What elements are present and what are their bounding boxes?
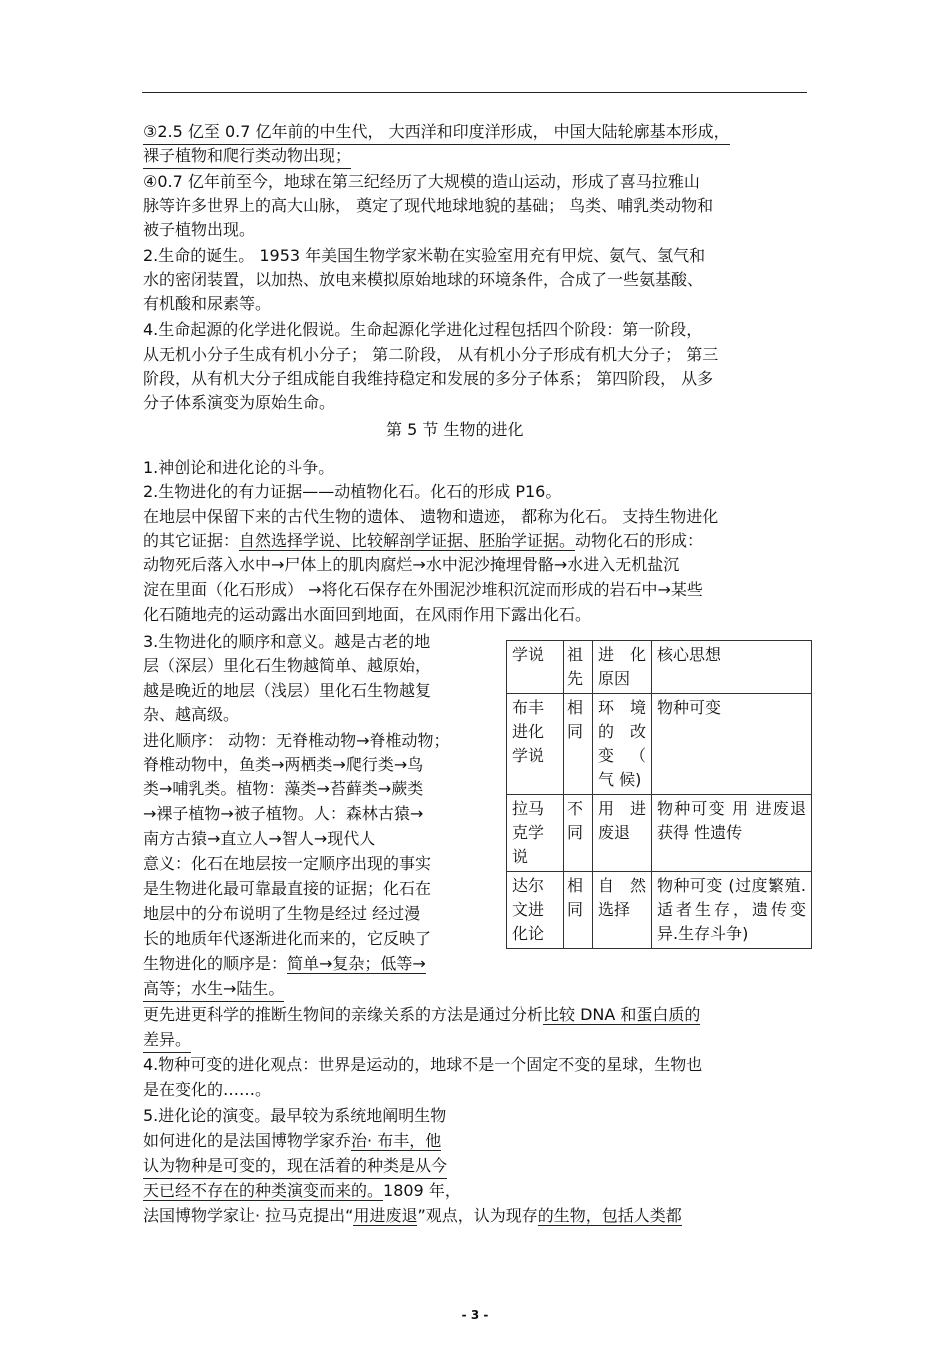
text-line: 分子体系演变为原始生命。: [143, 393, 336, 412]
text-segment-underlined: 用进废退: [353, 1206, 418, 1225]
text-line: [143, 529, 703, 553]
table-cell: 相同: [564, 694, 593, 795]
text-line: 1.神创论和进化论的斗争。: [143, 458, 335, 477]
table-header-cell: 祖先: [564, 641, 593, 694]
theory-comparison-table: [506, 640, 812, 949]
table-cell: 不同: [564, 795, 593, 872]
text-line: 是在变化的……。: [143, 1080, 272, 1099]
table-header-cell: 学说: [507, 641, 564, 694]
table-cell: 物种可变 用 进废退 获得 性遗传: [652, 795, 812, 872]
table-cell: 用 进 废退: [593, 795, 652, 872]
text-segment-underlined: 天已经不存在的种类演变而来的。: [143, 1181, 384, 1200]
text-line: ③2.5 亿至 0.7 亿年前的中生代， 大西洋和印度洋形成， 中国大陆轮廓基本形成，: [143, 120, 730, 145]
text-line: 认为物种是可变的，现在活着的种类是从今: [143, 1154, 447, 1179]
text-line: ④0.7 亿年前至今，地球在第三纪经历了大规模的造山运动，形成了喜马拉雅山: [143, 172, 700, 191]
text-line: 化石随地壳的运动露出水面回到地面，在风雨作用下露出化石。: [143, 605, 592, 624]
header-rule: [142, 92, 807, 93]
text-line: 在地层中保留下来的古代生物的遗体、 遗物和遗迹， 都称为化石。 支持生物进化: [143, 507, 719, 526]
text-line: 动物死后落入水中→尸体上的肌肉腐烂→水中泥沙掩埋骨骼→水进入无机盐沉: [143, 555, 680, 574]
text-line: 有机酸和尿素等。: [143, 294, 272, 313]
text-line: 水的密闭装置，以加热、放电来模拟原始地球的环境条件，合成了一些氨基酸、: [143, 270, 704, 289]
text-line: 脊椎动物中，鱼类→两栖类→爬行类→鸟: [143, 755, 424, 774]
text-segment-underlined: 的生物，包括人类都: [537, 1206, 682, 1225]
text-line: 脉等许多世界上的高大山脉， 奠定了现代地球地貌的基础； 鸟类、哺乳类动物和: [143, 196, 714, 215]
table-row: [507, 694, 812, 795]
text-line: [143, 1204, 682, 1228]
text-line: 3.生物进化的顺序和意义。越是古老的地: [143, 632, 431, 651]
text-segment: 更先进更科学的推断生物间的亲缘关系的方法是通过分析: [143, 1005, 544, 1024]
text-line: 4.物种可变的进化观点：世界是运动的，地球不是一个固定不变的星球，生物也: [143, 1055, 703, 1074]
text-line: [143, 952, 426, 976]
text-line: 进化顺序： 动物：无脊椎动物→脊椎动物；: [143, 731, 450, 750]
text-segment: ”观点，认为现存: [417, 1206, 538, 1225]
text-line: 杂、越高级。: [143, 705, 240, 724]
table-cell: 物种可变: [652, 694, 812, 795]
text-line: 是生物进化最可靠最直接的证据；化石在: [143, 879, 432, 898]
text-line: 2.生命的诞生。 1953 年美国生物学家米勒在实验室用充有甲烷、氨气、氢气和: [143, 246, 706, 265]
text-segment: 如何进化的是法国博物学家乔: [143, 1131, 352, 1150]
text-segment: 动物化石的形成：: [575, 531, 704, 550]
table-header-cell: 核心思想: [652, 641, 812, 694]
text-segment: 法国博物学家让· 拉马克提出“: [143, 1206, 354, 1225]
text-line: [143, 1003, 700, 1027]
text-line: 层（深层）里化石生物越简单、越原始，: [143, 656, 432, 675]
text-segment-underlined: 自然选择学说、比较解剖学证据、胚胎学证据。: [239, 531, 576, 550]
text-line: [143, 1179, 461, 1203]
text-line: 2.生物进化的有力证据——动植物化石。化石的形成 P16。: [143, 482, 562, 501]
text-line: 类→哺乳类。植物：藻类→苔藓类→蕨类: [143, 779, 424, 798]
text-line: [143, 1129, 441, 1153]
text-segment: 1809 年，: [383, 1181, 461, 1200]
text-line: 长的地质年代逐渐进化而来的，它反映了: [143, 929, 432, 948]
table-row: [507, 795, 812, 872]
table-cell: 自 然 选择: [593, 872, 652, 949]
text-line: 5.进化论的演变。最早较为系统地阐明生物: [143, 1106, 447, 1125]
table-cell: 布丰进化学说: [507, 694, 564, 795]
table-cell: 环 境 的 改 变 （ 气 候): [593, 694, 652, 795]
page-number: - 3 -: [461, 1308, 489, 1322]
text-segment: 生物进化的顺序是：: [143, 954, 288, 973]
text-line: 阶段，从有机大分子组成能自我维持稳定和发展的多分子体系； 第四阶段， 从多: [143, 369, 714, 388]
table-cell: 物种可变 (过度繁殖.适者生存，遗传变异.生存斗争): [652, 872, 812, 949]
table-header-cell: 进 化 原因: [593, 641, 652, 694]
table-header-row: [507, 641, 812, 694]
text-line: 淀在里面（化石形成） →将化石保存在外围泥沙堆积沉淀而形成的岩石中→某些: [143, 580, 703, 599]
text-line: 差异。: [143, 1028, 191, 1053]
text-segment-underlined: 简单→复杂；低等→: [287, 954, 426, 973]
section-title: 第 5 节 生物的进化: [386, 420, 524, 439]
text-segment: 的其它证据：: [143, 531, 240, 550]
text-line: 4.生命起源的化学进化假说。生命起源化学进化过程包括四个阶段：第一阶段，: [143, 320, 703, 339]
table-cell: 相同: [564, 872, 593, 949]
text-line: 被子植物出现。: [143, 220, 256, 239]
text-line: 越是晚近的地层（浅层）里化石生物越复: [143, 681, 432, 700]
text-line: 地层中的分布说明了生物是经过 经过漫: [143, 904, 421, 923]
text-line: →裸子植物→被子植物。人：森林古猿→: [143, 804, 424, 823]
table-cell: 拉马克学说: [507, 795, 564, 872]
table-cell: 达尔文进化论: [507, 872, 564, 949]
text-line: 高等；水生→陆生。: [143, 977, 284, 1002]
text-segment-underlined: 比较 DNA 和蛋白质的: [543, 1005, 701, 1024]
text-segment-underlined: 治· 布丰，他: [351, 1131, 442, 1150]
table-row: [507, 872, 812, 949]
text-line: 南方古猿→直立人→智人→现代人: [143, 829, 376, 848]
text-line: 意义：化石在地层按一定顺序出现的事实: [143, 854, 432, 873]
text-line: 从无机小分子生成有机小分子； 第二阶段， 从有机小分子形成有机大分子； 第三: [143, 345, 719, 364]
text-line: 裸子植物和爬行类动物出现；: [143, 144, 351, 169]
